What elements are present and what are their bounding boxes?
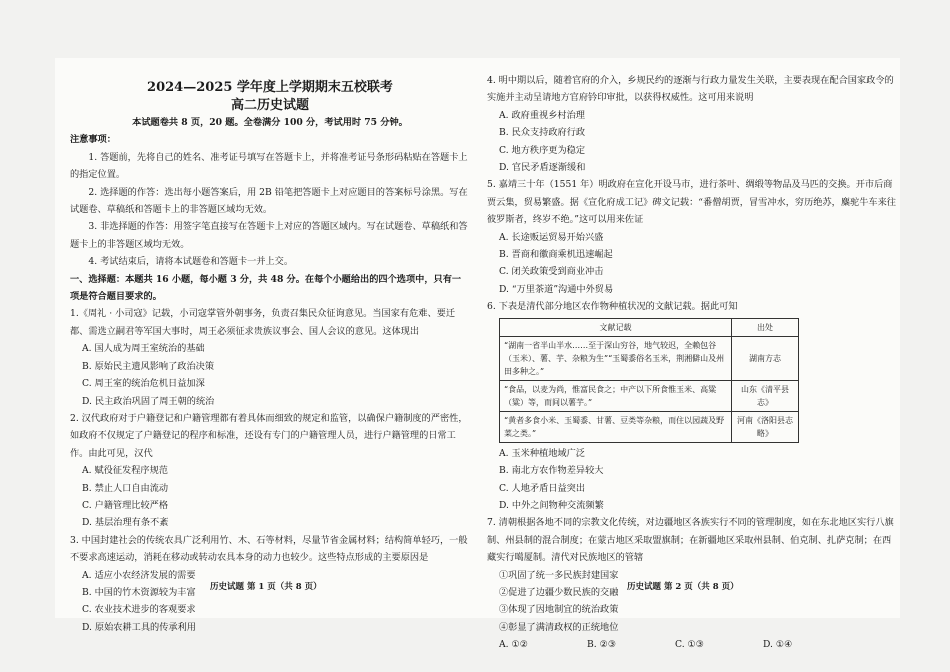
question-2-option-b: B. 禁止人口自由流动 <box>82 482 169 494</box>
note-3: 3. 非选择题的作答：用签字笔直接写在答题卡上对应的答题区域内。写在试题卷、草稿纸和答题卡上的非答题区域均无效。 <box>70 221 468 250</box>
question-5-option-a: A. 长途贩运贸易开始兴盛 <box>499 231 604 243</box>
table-row <box>500 411 799 442</box>
question-7-options <box>487 636 897 653</box>
table-cell-record: “食品，以麦为尚，惟富民食之；中产以下所食惟玉米、高粱（粱）等，而间以薯芋。” <box>500 380 732 411</box>
question-3-option-c: C. 农业技术进步的客观要求 <box>82 604 196 616</box>
question-6-option-c: C. 人地矛盾日益突出 <box>499 482 586 494</box>
question-6-table <box>499 318 799 443</box>
exam-sheet <box>55 58 900 651</box>
question-7-option-c: C. ①③ <box>675 639 705 651</box>
table-cell-source: 河南《洛阳县志略》 <box>732 411 799 442</box>
question-7-stem: 7. 清朝根据各地不同的宗教文化传统，对边疆地区各族实行不同的管理制度，如在东北地区实行八旗制、州县制的混合制度；在蒙古地区采取盟旗制；在新疆地区采取州县制、伯克制、扎萨克制；在西藏实行噶厦制。清代对民族地区的管辖 <box>487 517 894 564</box>
question-2-option-a: A. 赋役征发程序规范 <box>82 465 168 477</box>
question-7-item-4: ④彰显了满清政权的正统地位 <box>499 621 619 633</box>
question-7-option-b: B. ②③ <box>587 639 617 651</box>
question-2-option-d: D. 基层治理有条不紊 <box>82 517 169 529</box>
question-7-option-a: A. ①② <box>499 639 528 651</box>
question-1-option-a: A. 国人成为周王室统治的基础 <box>82 343 205 355</box>
question-7-option-d: D. ①④ <box>763 639 793 651</box>
notes-heading: 注意事项： <box>70 134 116 146</box>
question-3-option-b: B. 中国的竹木资源较为丰富 <box>82 586 196 598</box>
note-4: 4. 考试结束后，请将本试题卷和答题卡一并上交。 <box>88 256 294 268</box>
section-heading: 一、选择题：本题共 16 小题，每小题 3 分，共 48 分。在每个小题给出的四个选项中，只有一项是符合题目要求的。 <box>70 273 462 303</box>
question-1-option-d: D. 民主政治巩固了周王朝的统治 <box>82 395 215 407</box>
question-4-option-a: A. 政府重视乡村治理 <box>499 109 585 121</box>
table-cell-record: “黄者多食小米、玉蜀黍、甘薯、豆类等杂粮，而住以园蔬及野菜之类。” <box>500 411 732 442</box>
note-2: 2. 选择题的作答：选出每小题答案后，用 2B 铅笔把答题卡上对应题目的答案标号涂黑。写在试题卷、草稿纸和答题卡上的非答题区域均无效。 <box>70 186 468 216</box>
question-7-item-2: ②促进了边疆少数民族的交融 <box>499 586 619 598</box>
question-1-stem: 1.《周礼 · 小司寇》记载，小司寇掌管外朝事务，负责召集民众征询意见。当国家有危难、要迁都、需选立嗣君等军国大事时，周王必须征求贵族议事会、国人会议的意见。这体现出 <box>70 308 456 337</box>
question-4-stem: 4. 明中期以后，随着官府的介入，乡规民约的逐渐与行政力量发生关联，主要表现在配合国家政令的实施并主动呈请地方官府钤印审批，以获得权威性。这可用来说明 <box>487 75 894 104</box>
question-4-option-d: D. 官民矛盾逐渐缓和 <box>499 162 586 174</box>
note-1: 1. 答题前，先将自己的姓名、准考证号填写在答题卡上，并将准考证号条形码粘贴在答题卡上的指定位置。 <box>70 151 468 181</box>
table-row <box>500 380 799 411</box>
table-header-row <box>500 318 799 336</box>
question-4-option-b: B. 民众支持政府行政 <box>499 127 586 139</box>
question-3-stem: 3. 中国封建社会的传统农具广泛利用竹、木、石等材料，尽量节省金属材料；结构简单轻巧，一般不要求高速运动，消耗在移动或转动农具本身的动力也较少。这些特点形成的主要原因是 <box>70 534 468 564</box>
exam-subtitle: 高二历史试题 <box>230 98 309 113</box>
page-2-column <box>487 58 897 654</box>
page-2-footer: 历史试题 第 2 页（共 8 页） <box>627 582 739 592</box>
question-5-option-d: D. “万里茶道”沟通中外贸易 <box>499 283 614 295</box>
table-row <box>500 336 799 380</box>
page-1-footer: 历史试题 第 1 页（共 8 页） <box>210 582 322 592</box>
page-1-column <box>70 58 470 636</box>
question-6-option-a: A. 玉米种植地域广泛 <box>499 447 585 459</box>
question-1-option-c: C. 周王室的统治危机日益加深 <box>82 378 205 390</box>
question-5-option-c: C. 闭关政策受到商业冲击 <box>499 266 604 278</box>
question-5-stem: 5. 嘉靖三十年（1551 年）明政府在宣化开设马市，进行茶叶、绸缎等物品及马匹的交换。开市后商贾云集，贸易繁盛。据《宣化府成工记》碑文记载：“番僧胡贾，冒雪冲水，穷历绝苏，麋驼牛车来往彼罗斯者，终岁不绝。”这可以用来佐证 <box>487 179 896 226</box>
question-1-option-b: B. 原始民主遗风影响了政治决策 <box>82 360 215 372</box>
question-5-option-b: B. 晋商和徽商乘机迅速崛起 <box>499 249 613 261</box>
table-header-source: 出处 <box>732 318 799 336</box>
question-6-stem: 6. 下表是清代部分地区农作物种植状况的文献记载。据此可知 <box>487 301 738 313</box>
question-6-option-b: B. 南北方农作物差异较大 <box>499 465 604 477</box>
exam-intro: 本试题卷共 8 页，20 题。全卷满分 100 分，考试用时 75 分钟。 <box>132 117 408 128</box>
exam-title: 2024—2025 学年度上学期期末五校联考 <box>147 80 393 95</box>
question-4-option-c: C. 地方秩序更为稳定 <box>499 144 586 156</box>
question-6-option-d: D. 中外之间物种交流频繁 <box>499 499 604 511</box>
question-3-option-d: D. 原始农耕工具的传承利用 <box>82 621 196 633</box>
question-3-option-a: A. 适应小农经济发展的需要 <box>82 569 196 581</box>
table-cell-record: “湖南一省半山半水……至于深山穷谷，地气较迟，全赖包谷（玉米）、薯、芋、杂粮为生”“玉蜀黍俗名玉米，荆湘僻山及州田多种之。” <box>500 336 732 380</box>
question-2-stem: 2. 汉代政府对于户籍登记和户籍管理都有着具体而细致的规定和监管，以确保户籍制度的严密性，如政府不仅规定了户籍登记的程序和标准，还设有专门的户籍管理人员，进行户籍管理的日常工作。由此可见，汉代 <box>70 412 468 459</box>
table-header-record: 文献记载 <box>500 318 732 336</box>
question-7-item-3: ③体现了因地制宜的统治政策 <box>499 604 619 616</box>
question-2-option-c: C. 户籍管理比较严格 <box>82 499 169 511</box>
table-cell-source: 山东《清平县志》 <box>732 380 799 411</box>
table-cell-source: 湖南方志 <box>732 336 799 380</box>
question-7-item-1: ①巩固了统一多民族封建国家 <box>499 569 619 581</box>
